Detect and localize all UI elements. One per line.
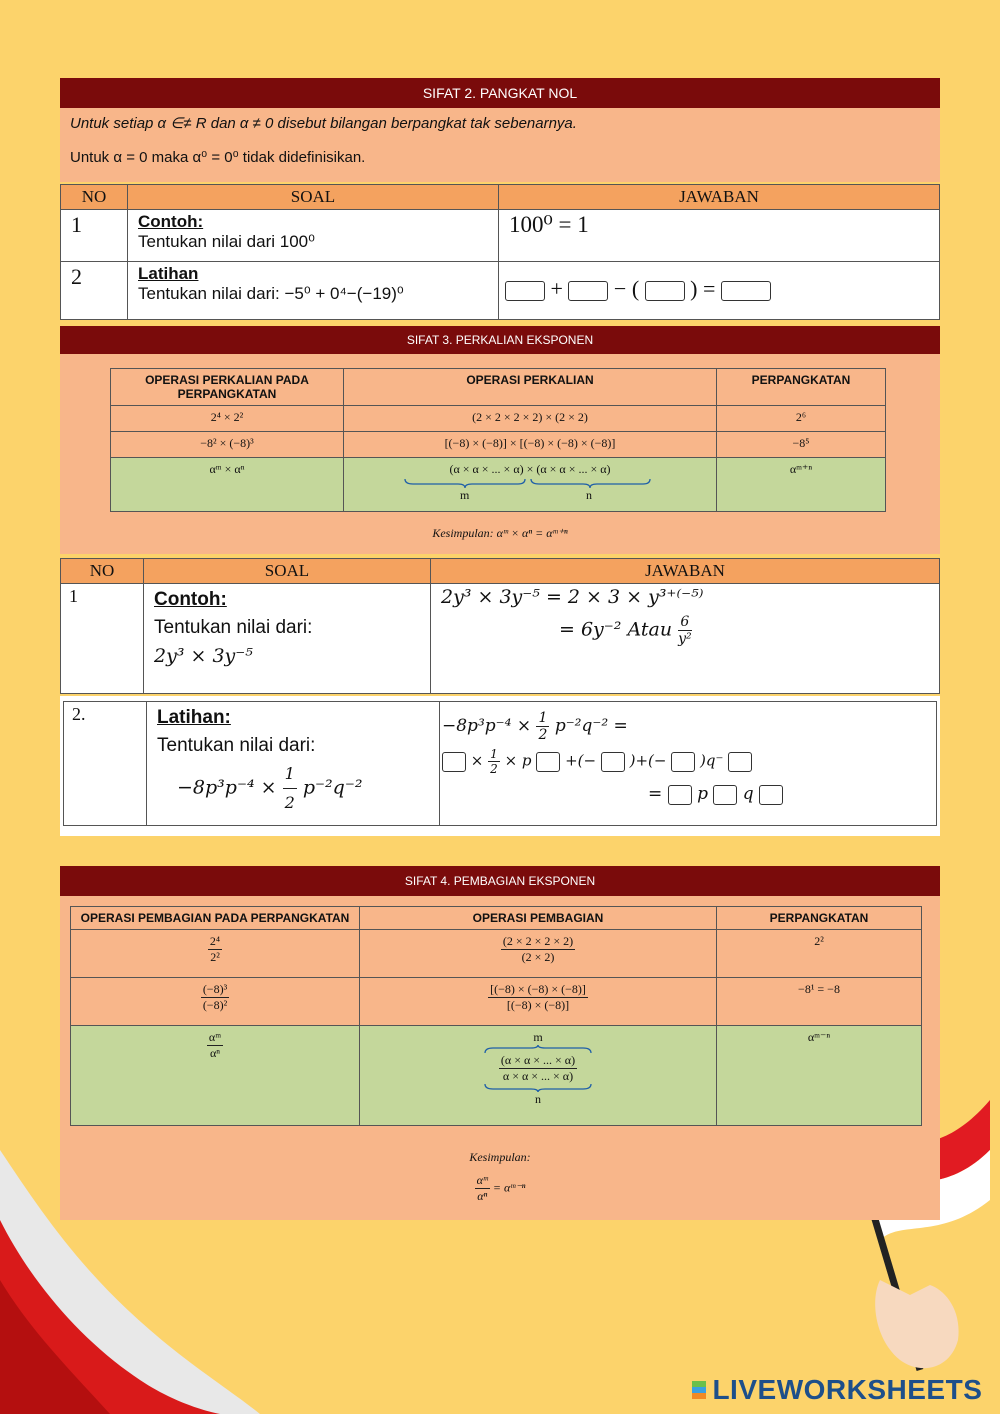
exercise-answer-pre: −8p³p⁻⁴ × xyxy=(442,716,532,736)
exercise-answer-fraction xyxy=(536,710,549,743)
exercise-question-post: p⁻²q⁻² xyxy=(302,776,363,799)
example-answer-fraction xyxy=(678,614,692,647)
answer-input-3[interactable] xyxy=(645,281,685,301)
exercise-question-fraction xyxy=(283,760,297,817)
p-base: × p xyxy=(504,751,532,770)
cell xyxy=(71,1026,360,1126)
example-answer-2: = 6y⁻² Atau xyxy=(559,618,673,641)
row-no: 2. xyxy=(64,702,147,826)
col-header-no: NO xyxy=(61,559,144,584)
example-question-2: 2y³ × 3y⁻⁵ xyxy=(154,645,253,667)
brand-name: LIVEWORKSHEETS xyxy=(712,1374,983,1405)
fraction-denominator: αⁿ xyxy=(477,1189,488,1203)
logo-icon xyxy=(692,1381,706,1399)
fraction-numerator: αᵐ xyxy=(476,1173,488,1187)
coefficient-input[interactable] xyxy=(442,752,466,772)
fraction-denominator: [(−8) × (−8)] xyxy=(506,998,570,1012)
fraction-numerator: [(−8) × (−8) × (−8)] xyxy=(490,982,586,996)
fraction-numerator: 1 xyxy=(538,710,548,726)
fraction-denominator: 2 xyxy=(538,727,548,743)
fraction-numerator: 6 xyxy=(678,614,692,631)
fraction-numerator: 2⁴ xyxy=(209,934,221,948)
table-row xyxy=(71,1026,922,1126)
p-exp-input-1[interactable] xyxy=(536,752,560,772)
col-header-soal: SOAL xyxy=(128,185,499,210)
col-header-no: NO xyxy=(61,185,128,210)
answer-input-2[interactable] xyxy=(568,281,608,301)
fraction-denominator: y² xyxy=(678,631,692,647)
sifat2-line2: Untuk α = 0 maka α⁰ = 0⁰ tidak didefinisikan. xyxy=(70,149,366,166)
exercise-question-1: Tentukan nilai dari: xyxy=(157,735,316,756)
table-row xyxy=(71,978,922,1026)
sifat2-title-banner: SIFAT 2. PANGKAT NOL xyxy=(60,78,940,108)
cell: αᵐ⁺ⁿ xyxy=(717,458,886,512)
sifat3-title-banner: SIFAT 3. PERKALIAN EKSPONEN xyxy=(60,326,940,354)
sifat2-table xyxy=(60,184,940,320)
example-answer-1: 2y³ × 3y⁻⁵ = 2 × 3 × y³⁺⁽⁻⁵⁾ xyxy=(441,586,704,608)
sifat3-operations-table xyxy=(110,368,886,512)
cell: αᵐ × αⁿ xyxy=(111,458,344,512)
q-exp-input[interactable] xyxy=(728,752,752,772)
cell: −8¹ = −8 xyxy=(717,978,922,1026)
sifat4-conclusion xyxy=(60,1150,940,1204)
plus-paren-1: +(− xyxy=(565,751,597,770)
close-paren-equals: ) = xyxy=(690,276,716,301)
table-row xyxy=(61,210,940,262)
half-fraction xyxy=(488,747,500,776)
fraction-numerator: 1 xyxy=(490,747,498,761)
brace-label-m: m xyxy=(533,1030,543,1044)
brace-label-m: m xyxy=(460,488,470,502)
example-answer: 100⁰ = 1 xyxy=(499,210,940,262)
result-p-exp-input[interactable] xyxy=(713,785,737,805)
minus-paren: − ( xyxy=(613,276,640,301)
times-sign: × xyxy=(470,751,484,770)
fraction-numerator: (2 × 2 × 2 × 2) xyxy=(502,934,574,948)
table-row xyxy=(61,584,940,694)
result-equals: = xyxy=(648,784,663,804)
cell xyxy=(360,1026,717,1126)
brace-icon xyxy=(483,1045,593,1053)
fraction-numerator: (α × α × ... × α) xyxy=(500,1053,576,1067)
cell xyxy=(360,930,717,978)
brace-icon xyxy=(483,1084,593,1092)
table-row xyxy=(64,702,937,826)
cell: −8² × (−8)³ xyxy=(111,432,344,458)
conclusion-label: Kesimpulan: xyxy=(469,1150,531,1164)
conclusion-rhs: = αᵐ⁻ⁿ xyxy=(492,1180,526,1195)
col-header-perpangkatan: PERPANGKATAN xyxy=(717,369,886,406)
fraction-numerator: 1 xyxy=(283,760,297,789)
result-coefficient-input[interactable] xyxy=(668,785,692,805)
plus-sign: + xyxy=(550,276,563,301)
table-row xyxy=(61,262,940,320)
cell: 2⁴ × 2² xyxy=(111,406,344,432)
fraction-denominator: 2 xyxy=(284,793,295,812)
fraction-denominator: 2² xyxy=(210,950,220,964)
cell xyxy=(71,978,360,1026)
example-question: Tentukan nilai dari 100⁰ xyxy=(138,232,315,251)
sifat3-example-table xyxy=(60,558,940,694)
cell: 2² xyxy=(717,930,922,978)
sifat4-operations-table xyxy=(70,906,922,1126)
exercise-label: Latihan xyxy=(138,264,199,283)
col-header-perpangkatan: PERPANGKATAN xyxy=(717,907,922,930)
table-row xyxy=(111,406,886,432)
q-base: )q⁻ xyxy=(700,751,724,770)
sifat3-conclusion: Kesimpulan: αᵐ × αⁿ = αᵐ⁺ⁿ xyxy=(432,526,568,540)
example-question-1: Tentukan nilai dari: xyxy=(154,617,313,638)
fraction-denominator: 2 xyxy=(490,762,498,776)
row-no: 1 xyxy=(61,210,128,262)
table-row xyxy=(111,458,886,512)
sifat4-title-banner: SIFAT 4. PEMBAGIAN EKSPONEN xyxy=(60,866,940,896)
col-header-jawaban: JAWABAN xyxy=(431,559,940,584)
plus-paren-2: )+(− xyxy=(629,751,667,770)
exercise-label: Latihan: xyxy=(157,707,231,728)
table-row xyxy=(111,432,886,458)
col-header-operasi-pembagian: OPERASI PEMBAGIAN xyxy=(360,907,717,930)
result-q-exp-input[interactable] xyxy=(759,785,783,805)
p-exp-input-3[interactable] xyxy=(671,752,695,772)
col-header-operasi-pangkat: OPERASI PEMBAGIAN PADA PERPANGKATAN xyxy=(71,907,360,930)
col-header-operasi-pangkat: OPERASI PERKALIAN PADA PERPANGKATAN xyxy=(111,369,344,406)
brace-icon xyxy=(403,477,653,489)
cell xyxy=(360,978,717,1026)
liveworksheets-logo xyxy=(692,1374,982,1406)
answer-input-1[interactable] xyxy=(505,281,545,301)
alpha-product: (α × α × ... × α) × (α × α × ... × α) xyxy=(449,462,611,476)
result-q: q xyxy=(742,784,754,804)
brace-label-n: n xyxy=(586,488,592,502)
exercise-answer-post: p⁻²q⁻² = xyxy=(554,716,628,736)
fraction-denominator: α × α × ... × α) xyxy=(502,1069,574,1083)
cell: [(−8) × (−8)] × [(−8) × (−8) × (−8)] xyxy=(344,432,717,458)
fraction-numerator: αᵐ xyxy=(208,1030,222,1044)
result-p: p xyxy=(697,784,708,804)
cell: (2 × 2 × 2 × 2) × (2 × 2) xyxy=(344,406,717,432)
cell xyxy=(71,930,360,978)
sifat2-line1: Untuk setiap α ∈≠ R dan α ≠ 0 disebut bilangan berpangkat tak sebenarnya. xyxy=(70,115,577,132)
row-no: 2 xyxy=(61,262,128,320)
fraction-denominator: (−8)² xyxy=(202,998,228,1012)
col-header-soal: SOAL xyxy=(144,559,431,584)
sifat3-exercise-table xyxy=(63,701,937,826)
col-header-jawaban: JAWABAN xyxy=(499,185,940,210)
answer-input-4[interactable] xyxy=(721,281,771,301)
row-no: 1 xyxy=(61,584,144,694)
example-label: Contoh: xyxy=(154,589,227,610)
fraction-denominator: (2 × 2) xyxy=(521,950,555,964)
cell: −8⁵ xyxy=(717,432,886,458)
table-row xyxy=(71,930,922,978)
cell xyxy=(344,458,717,512)
p-exp-input-2[interactable] xyxy=(601,752,625,772)
cell: 2⁶ xyxy=(717,406,886,432)
fraction-numerator: (−8)³ xyxy=(202,982,228,996)
sifat2-definition-box xyxy=(60,108,940,182)
example-label: Contoh: xyxy=(138,212,204,231)
fraction-denominator: αⁿ xyxy=(209,1046,221,1060)
col-header-operasi-perkalian: OPERASI PERKALIAN xyxy=(344,369,717,406)
exercise-question: Tentukan nilai dari: −5⁰ + 0⁴−(−19)⁰ xyxy=(138,284,404,303)
exercise-question-pre: −8p³p⁻⁴ × xyxy=(177,776,277,799)
cell: αᵐ⁻ⁿ xyxy=(717,1026,922,1126)
brace-label-n: n xyxy=(535,1092,541,1106)
